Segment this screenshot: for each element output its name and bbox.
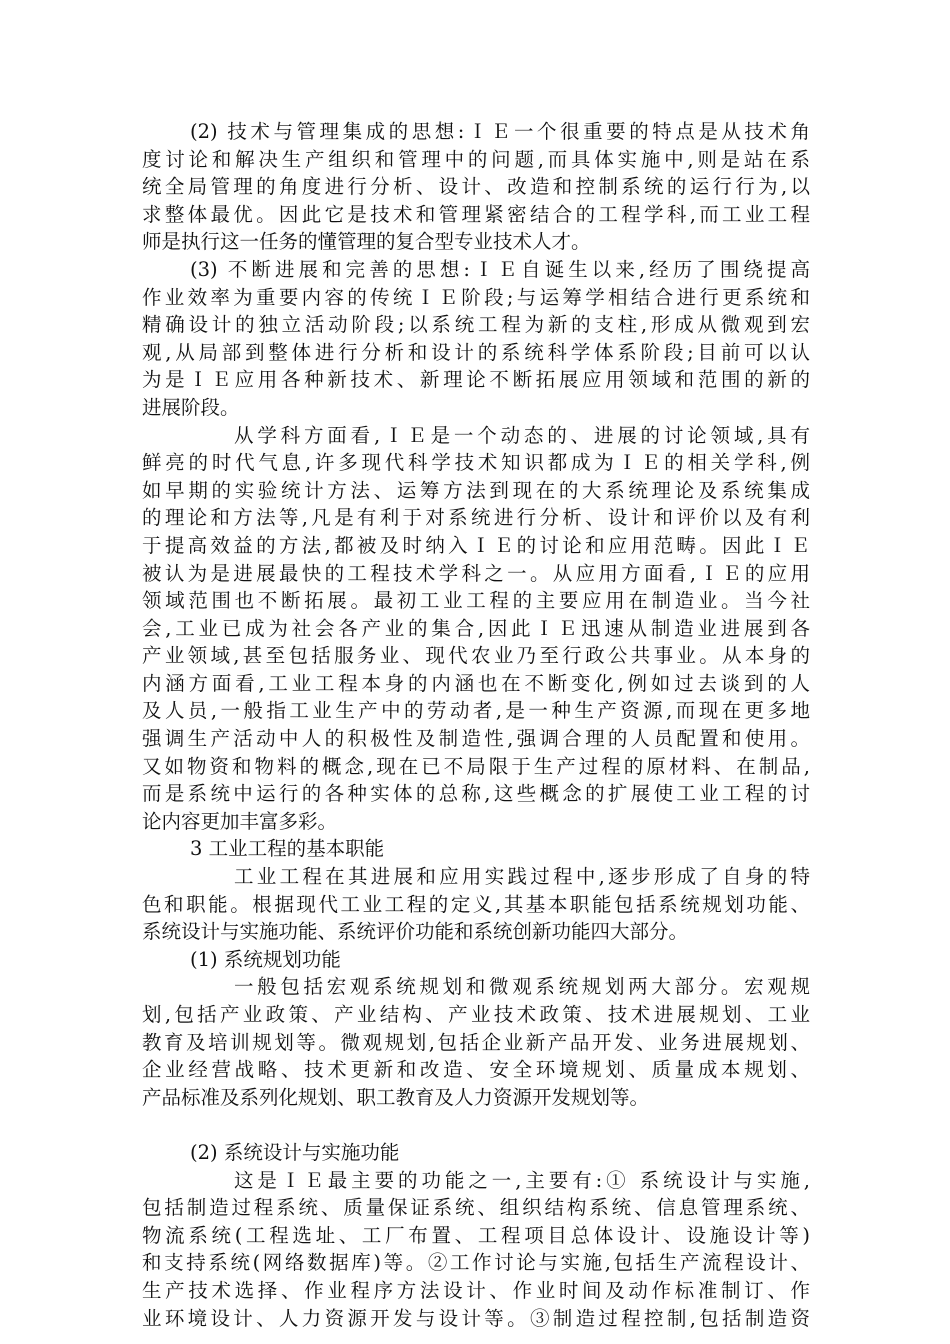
text-line: 度讨论和解决生产组织和管理中的问题,而具体实施中,则是站在系 — [142, 147, 810, 171]
text-line: 求整体最优。因此它是技术和管理紧密结合的工程学科,而工业工程 — [142, 202, 810, 226]
text-line: 为是ＩＥ应用各种新技术、新理论不断拓展应用领域和范围的新的 — [142, 368, 810, 392]
text-line: 企业经营战略、技术更新和改造、安全环境规划、质量成本规划、 — [142, 1058, 810, 1082]
text-line: 教育及培训规划等。微观规划,包括企业新产品开发、业务进展规划、 — [142, 1030, 810, 1054]
text-line: 物流系统(工程选址、工厂布置、工程项目总体设计、设施设计等) — [142, 1223, 810, 1247]
text-line: 工业工程在其进展和应用实践过程中,逐步形成了自身的特 — [234, 865, 810, 889]
text-line: 如早期的实验统计方法、运筹方法到现在的大系统理论及系统集成 — [142, 478, 810, 502]
text-line: 强调生产活动中人的积极性及制造性,强调合理的人员配置和使用。 — [142, 727, 810, 751]
text-line: 内涵方面看,工业工程本身的内涵也在不断变化,例如过去谈到的人 — [142, 671, 810, 695]
text-line: (2) 技术与管理集成的思想:ＩＥ一个很重要的特点是从技术角 — [190, 120, 810, 143]
paragraph-gap — [142, 1111, 810, 1139]
text-line: 观,从局部到整体进行分析和设计的系统科学体系阶段;目前可以认 — [142, 340, 810, 364]
text-line: 又如物资和物料的概念,现在已不局限于生产过程的原材料、在制品, — [142, 754, 810, 778]
text-line: 产业领域,甚至包括服务业、现代农业乃至行政公共事业。从本身的 — [142, 644, 810, 668]
text-line: 作业效率为重要内容的传统ＩＥ阶段;与运筹学相结合进行更系统和 — [142, 285, 810, 309]
text-line: 精确设计的独立活动阶段;以系统工程为新的支柱,形成从微观到宏 — [142, 313, 810, 337]
text-line: 系统设计与实施功能、系统评价功能和系统创新功能四大部分。 — [142, 920, 689, 944]
text-line: 和支持系统(网络数据库)等。②工作讨论与实施,包括生产流程设计、 — [142, 1251, 810, 1275]
text-line: 师是执行这一任务的懂管理的复合型专业技术人才。 — [142, 230, 591, 254]
text-line: 一般包括宏观系统规划和微观系统规划两大部分。宏观规 — [234, 975, 810, 999]
text-line: 这是ＩＥ最主要的功能之一,主要有:① 系统设计与实施, — [234, 1168, 810, 1192]
document-page — [142, 118, 810, 1332]
text-line: 领域范围也不断拓展。最初工业工程的主要应用在制造业。当今社 — [142, 589, 810, 613]
subheading: (2) 系统设计与实施功能 — [190, 1140, 400, 1164]
text-line: 论内容更加丰富多彩。 — [142, 809, 338, 833]
text-line: 从学科方面看,ＩＥ是一个动态的、进展的讨论领域,具有 — [234, 423, 810, 447]
text-line: 的理论和方法等,凡是有利于对系统进行分析、设计和评价以及有利 — [142, 506, 810, 530]
subheading: (1) 系统规划功能 — [190, 947, 341, 971]
text-line: 色和职能。根据现代工业工程的定义,其基本职能包括系统规划功能、 — [142, 892, 810, 916]
text-line: 及人员,一般指工业生产中的劳动者,是一种生产资源,而现在更多地 — [142, 699, 810, 723]
text-line: 而是系统中运行的各种实体的总称,这些概念的扩展使工业工程的讨 — [142, 782, 810, 806]
text-line: 会,工业已成为社会各产业的集合,因此ＩＥ迅速从制造业进展到各 — [142, 616, 810, 640]
paragraph-system-planning — [142, 973, 810, 1111]
paragraph-continuous-development — [142, 256, 810, 422]
text-line: 包括制造过程系统、质量保证系统、组织结构系统、信息管理系统、 — [142, 1196, 810, 1220]
paragraph-tech-management-integration — [142, 118, 810, 256]
text-line: 进展阶段。 — [142, 395, 240, 419]
subheading-system-design — [142, 1139, 810, 1167]
text-line: 产品标准及系列化规划、职工教育及人力资源开发规划等。 — [142, 1085, 650, 1109]
text-line: 生产技术选择、作业程序方法设计、作业时间及动作标准制订、作 — [142, 1278, 810, 1302]
section-heading: 3 工业工程的基本职能 — [190, 837, 385, 861]
paragraph-functions-intro — [142, 863, 810, 946]
paragraph-system-design — [142, 1167, 810, 1333]
section-heading-basic-functions — [142, 835, 810, 863]
text-line: 鲜亮的时代气息,许多现代科学技术知识都成为ＩＥ的相关学科,例 — [142, 451, 810, 475]
text-line: 统全局管理的角度进行分析、设计、改造和控制系统的运行行为,以 — [142, 175, 810, 199]
paragraph-discipline-perspective — [142, 422, 810, 836]
text-line: (3) 不断进展和完善的思想:ＩＥ自诞生以来,经历了围绕提高 — [190, 257, 810, 281]
text-line: 于提高效益的方法,都被及时纳入ＩＥ的讨论和应用范畴。因此ＩＥ — [142, 533, 810, 557]
text-line: 划,包括产业政策、产业结构、产业技术政策、技术进展规划、工业 — [142, 1003, 810, 1026]
text-line: 业环境设计、人力资源开发与设计等。③制造过程控制,包括制造资 — [142, 1306, 810, 1330]
subheading-system-planning — [142, 946, 810, 974]
text-line: 被认为是进展最快的工程技术学科之一。从应用方面看,ＩＥ的应用 — [142, 561, 810, 585]
